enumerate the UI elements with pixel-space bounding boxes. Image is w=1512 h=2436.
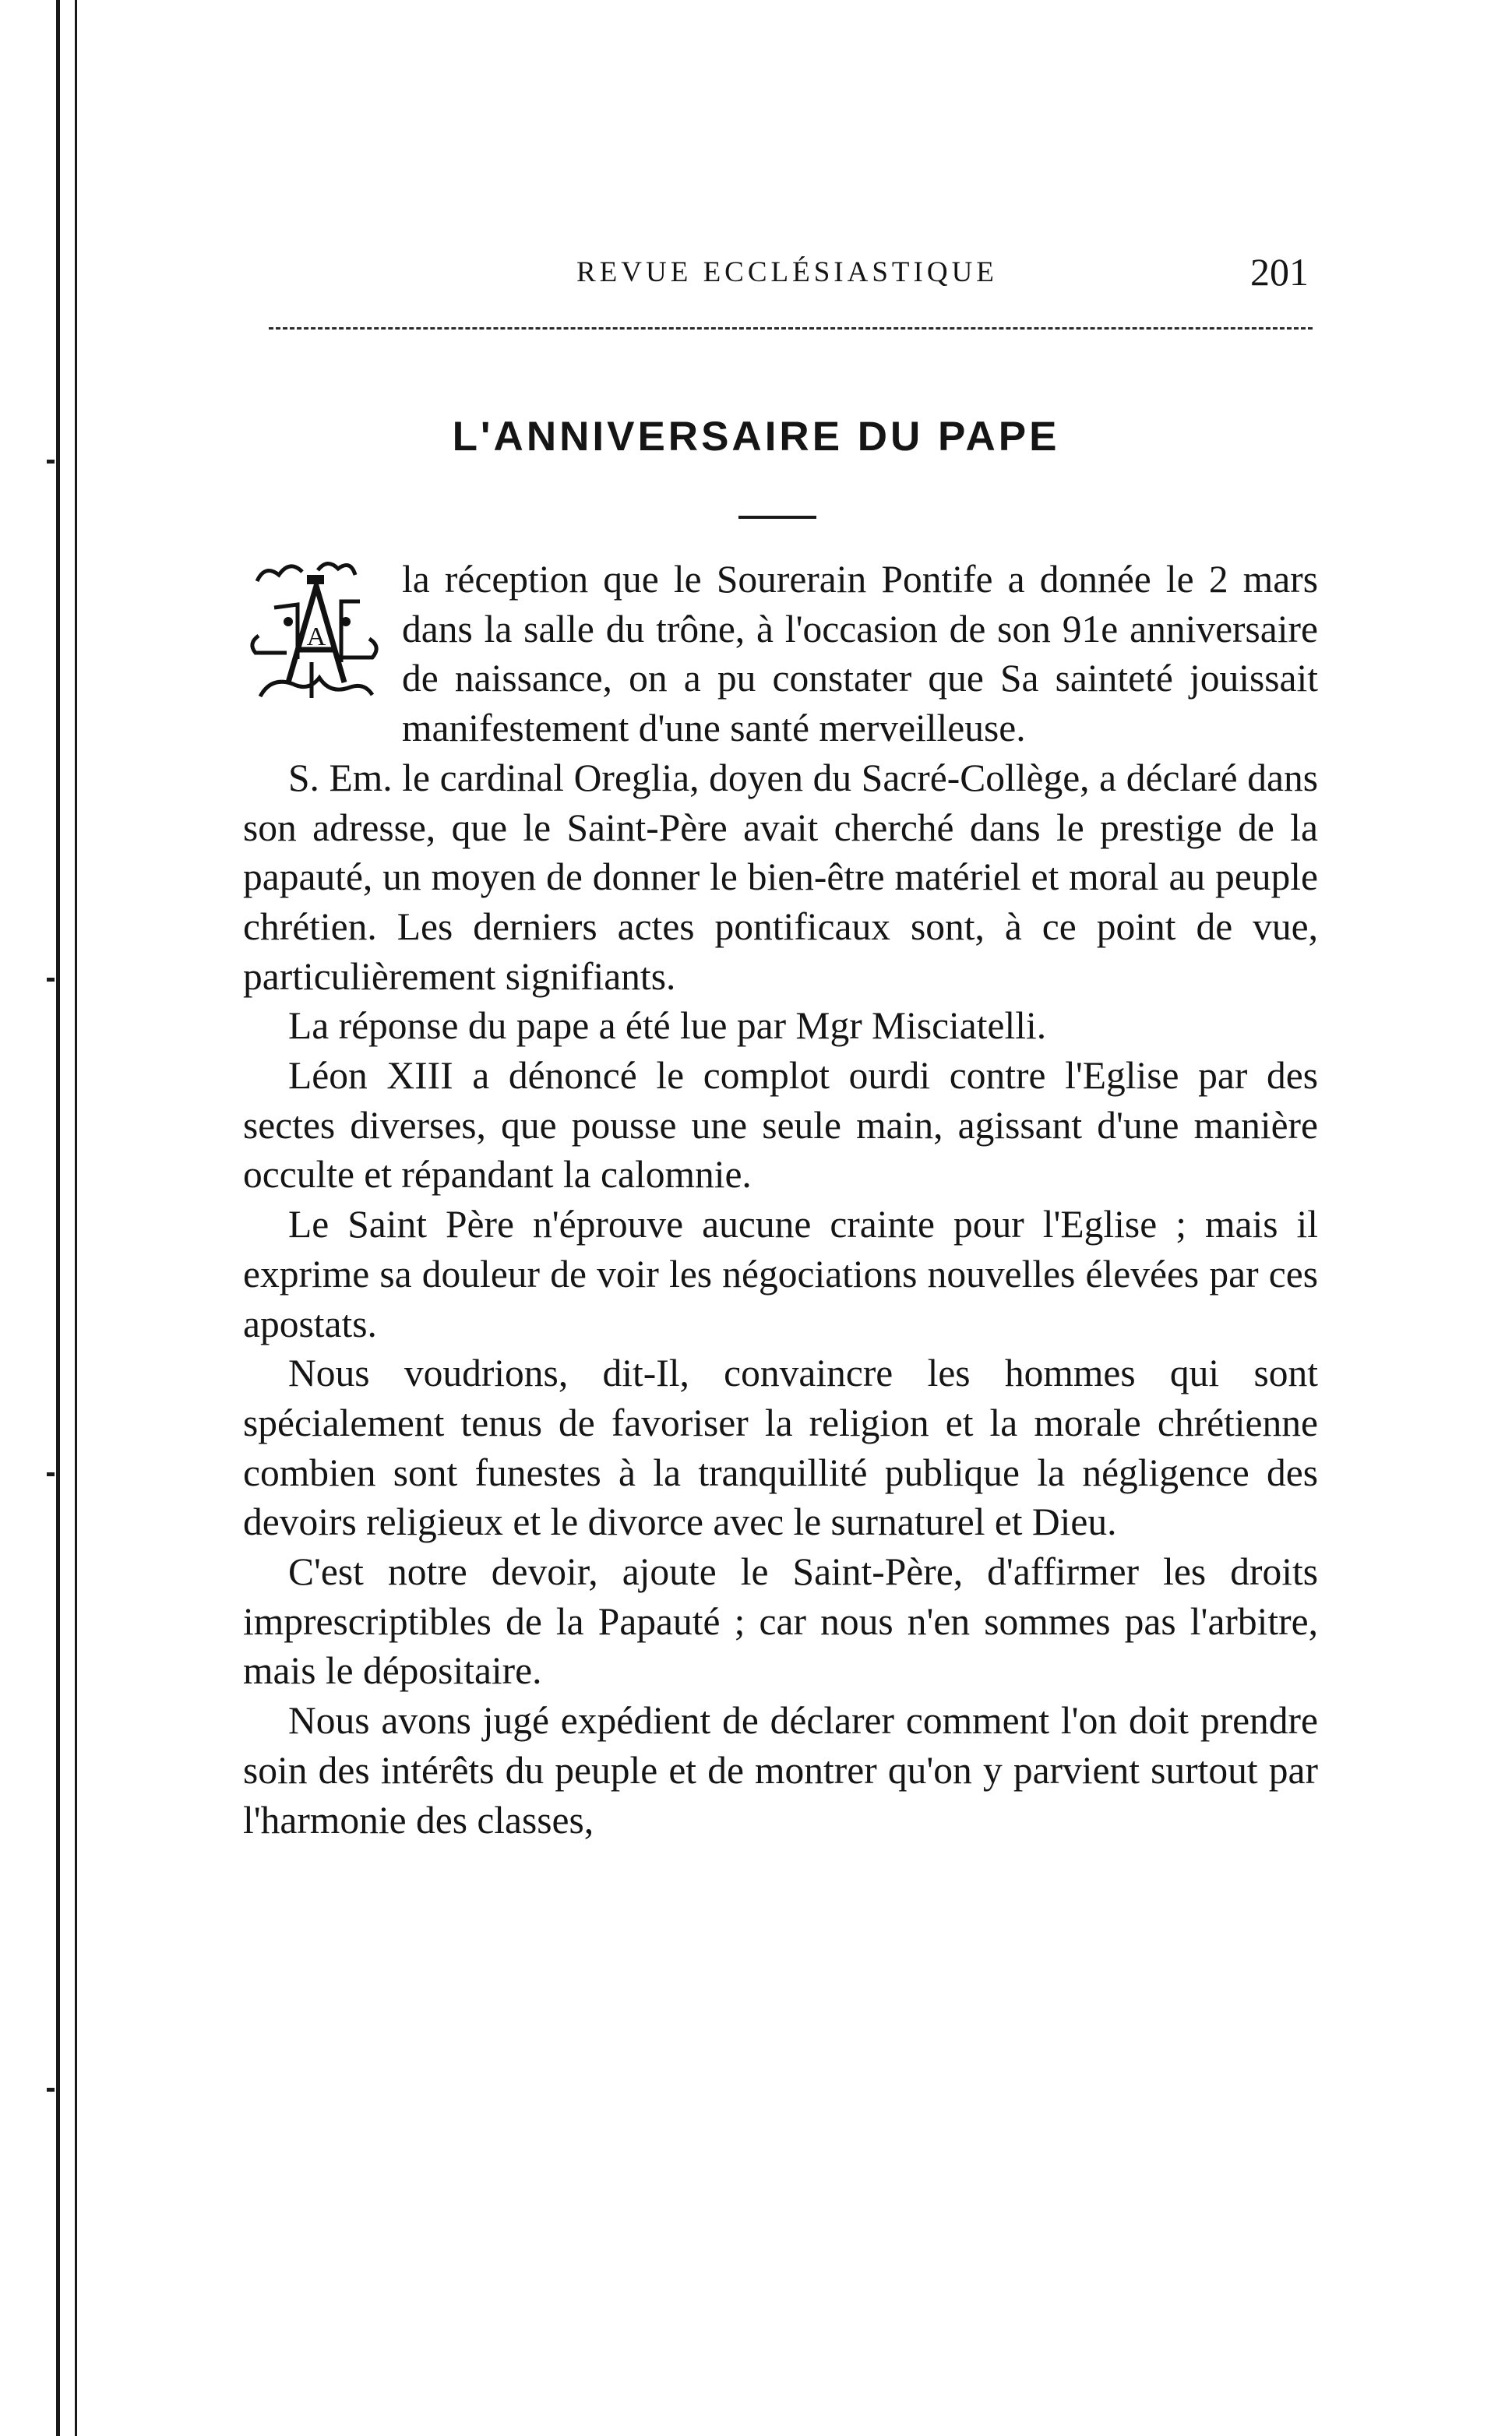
paragraph-text: la réception que le Sourerain Pontife a donnée le 2 mars dans la salle du trône, à l'occasion de son 91e anniversaire de naissance, on a pu constater que Sa sainteté jouissait manifestement d'une santé merveilleuse. bbox=[402, 558, 1318, 750]
paragraph: La réponse du pape a été lue par Mgr Misciatelli. bbox=[288, 1004, 1047, 1048]
edge-mark bbox=[47, 2088, 55, 2092]
paragraph: Nous voudrions, dit-Il, convaincre les hommes qui sont spécialement tenus de favoriser la religion et la morale chrétienne combien sont funestes à la tranquillité publique la négligence des devoirs religieux et le divorce avec le surnaturel et Dieu. bbox=[243, 1352, 1318, 1544]
running-head bbox=[249, 249, 1309, 296]
page-number: 201 bbox=[1250, 250, 1309, 294]
lead-paragraph bbox=[243, 555, 1318, 753]
dropcap-letter: A bbox=[306, 622, 326, 651]
running-title: REVUE ECCLÉSIASTIQUE bbox=[576, 256, 998, 288]
title-rule bbox=[738, 516, 816, 519]
paragraph: Le Saint Père n'éprouve aucune crainte pour l'Eglise ; mais il exprime sa douleur de voir les négociations nouvelles élevées par ces apostats. bbox=[243, 1203, 1318, 1345]
header-rule bbox=[269, 327, 1313, 330]
paragraph: Léon XIII a dénoncé le complot ourdi contre l'Eglise par des sectes diverses, que pousse une seule main, agissant d'une manière occulte et répandant la calomnie. bbox=[243, 1054, 1318, 1197]
paragraph: Nous avons jugé expédient de déclarer comment l'on doit prendre soin des intérêts du peuple et de montrer qu'on y parvient surtout par l'harmonie des classes, bbox=[243, 1699, 1318, 1842]
binding-edge-rule bbox=[75, 0, 77, 2436]
article-body bbox=[243, 555, 1318, 1845]
edge-mark bbox=[47, 978, 55, 982]
ornamental-dropcap bbox=[243, 558, 389, 710]
article-title: L'ANNIVERSAIRE DU PAPE bbox=[452, 414, 1060, 460]
binding-edge-rule bbox=[56, 0, 60, 2436]
paragraph: C'est notre devoir, ajoute le Saint-Père, d'affirmer les droits imprescriptibles de la Papauté ; car nous n'en sommes pas l'arbitre, mais le dépositaire. bbox=[243, 1550, 1318, 1693]
paragraph: S. Em. le cardinal Oreglia, doyen du Sacré-Collège, a déclaré dans son adresse, que le Saint-Père avait cherché dans le prestige de la papauté, un moyen de donner le bien-être matériel et moral au peuple chrétien. Les derniers actes pontificaux sont, à ce point de vue, particulièrement signifiants. bbox=[243, 756, 1318, 998]
edge-mark bbox=[47, 1472, 55, 1476]
